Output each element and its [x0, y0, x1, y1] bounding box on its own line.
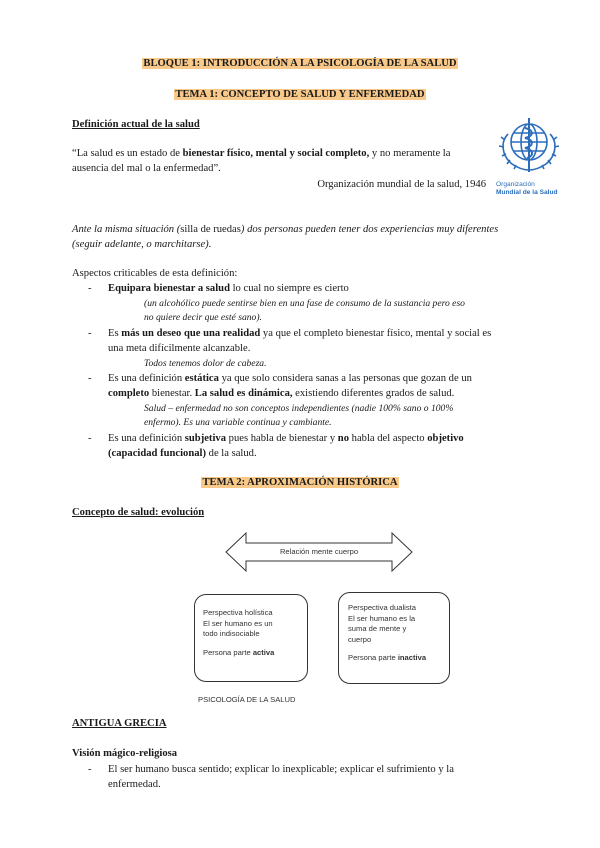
- who-logo-text: Organización Mundial de la Salud: [496, 181, 558, 196]
- situacion-text: Ante la misma situación (silla de ruedas) dos personas pueden tener dos experiencias muy diferentes: [72, 224, 499, 235]
- bloque-title: BLOQUE 1: INTRODUCCIÓN A LA PSICOLOGÍA DE LA SALUD: [143, 58, 457, 69]
- bullet-dash: -: [88, 328, 92, 339]
- grecia-item-line2: enfermedad.: [108, 779, 161, 790]
- box-holistica-text: Perspectiva holística El ser humano es un todo indisociable Persona parte activa: [203, 608, 275, 657]
- grecia-subheading: Visión mágico-religiosa: [72, 748, 178, 759]
- box-dualista-role: Persona parte inactiva: [348, 653, 427, 662]
- aspecto-item-3-line2: completo bienestar. La salud es dinámica, existiendo diferentes grados de salud.: [108, 388, 455, 399]
- aspecto-item-1-example-line2: no quiere decir que esté sano).: [144, 312, 262, 323]
- box-holistica-title: Perspectiva holística: [203, 608, 273, 617]
- aspecto-item-4-line2: (capacidad funcional) de la salud.: [108, 448, 257, 459]
- tema1-title: TEMA 1: CONCEPTO DE SALUD Y ENFERMEDAD: [175, 89, 425, 100]
- grecia-item: El ser humano busca sentido; explicar lo inexplicable; explicar el sufrimiento y la: [108, 764, 454, 775]
- who-quote-line2: ausencia del mal o la enfermedad”.: [72, 163, 221, 174]
- aspecto-item-3-example: Salud – enfermedad no son conceptos independientes (nadie 100% sano o 100%: [144, 403, 454, 414]
- aspecto-item-1: Equipara bienestar a salud lo cual no siempre es cierto: [108, 283, 349, 294]
- tema2-title: TEMA 2: APROXIMACIÓN HISTÓRICA: [202, 477, 398, 488]
- aspectos-intro: Aspectos criticables de esta definición:: [72, 268, 238, 279]
- situacion-line2: (seguir adelante, o marchitarse).: [72, 239, 212, 250]
- aspecto-item-3-example-line2: enfermo). Es una variable continua y cambiante.: [144, 417, 332, 428]
- grecia-heading: ANTIGUA GRECIA: [72, 718, 167, 729]
- who-logo: [494, 114, 564, 200]
- who-emblem-icon: [494, 114, 564, 176]
- bullet-dash: -: [88, 283, 92, 294]
- aspecto-item-4: Es una definición subjetiva pues habla de bienestar y no habla del aspecto objetivo: [108, 433, 464, 444]
- diagram-caption: PSICOLOGÍA DE LA SALUD: [198, 695, 296, 704]
- bullet-dash: -: [88, 764, 92, 775]
- definicion-heading: Definición actual de la salud: [72, 119, 200, 130]
- bullet-dash: -: [88, 373, 92, 384]
- aspecto-item-3: Es una definición estática ya que solo considera sanas a las personas que gozan de un: [108, 373, 472, 384]
- aspecto-item-2-line2: una meta difícilmente alcanzable.: [108, 343, 251, 354]
- quote-source: Organización mundial de la salud, 1946: [317, 179, 486, 190]
- aspecto-item-1-example: (un alcohólico puede sentirse bien en una fase de consumo de la sustancia pero eso: [144, 298, 465, 309]
- arrow-label: Relación mente cuerpo: [279, 547, 359, 556]
- box-dualista-title: Perspectiva dualista: [348, 603, 416, 612]
- aspecto-item-2: Es más un deseo que una realidad ya que el completo bienestar físico, mental y social es: [108, 328, 492, 339]
- aspecto-item-2-example: Todos tenemos dolor de cabeza.: [144, 358, 267, 369]
- box-dualista-text: Perspectiva dualista El ser humano es la suma de mente y cuerpo Persona parte inactiva: [348, 603, 427, 662]
- concepto-heading: Concepto de salud: evolución: [72, 507, 205, 518]
- who-quote: “La salud es un estado de bienestar físico, mental y social completo, y no meramente la: [72, 148, 451, 159]
- box-holistica-role: Persona parte activa: [203, 647, 275, 657]
- bullet-dash: -: [88, 433, 92, 444]
